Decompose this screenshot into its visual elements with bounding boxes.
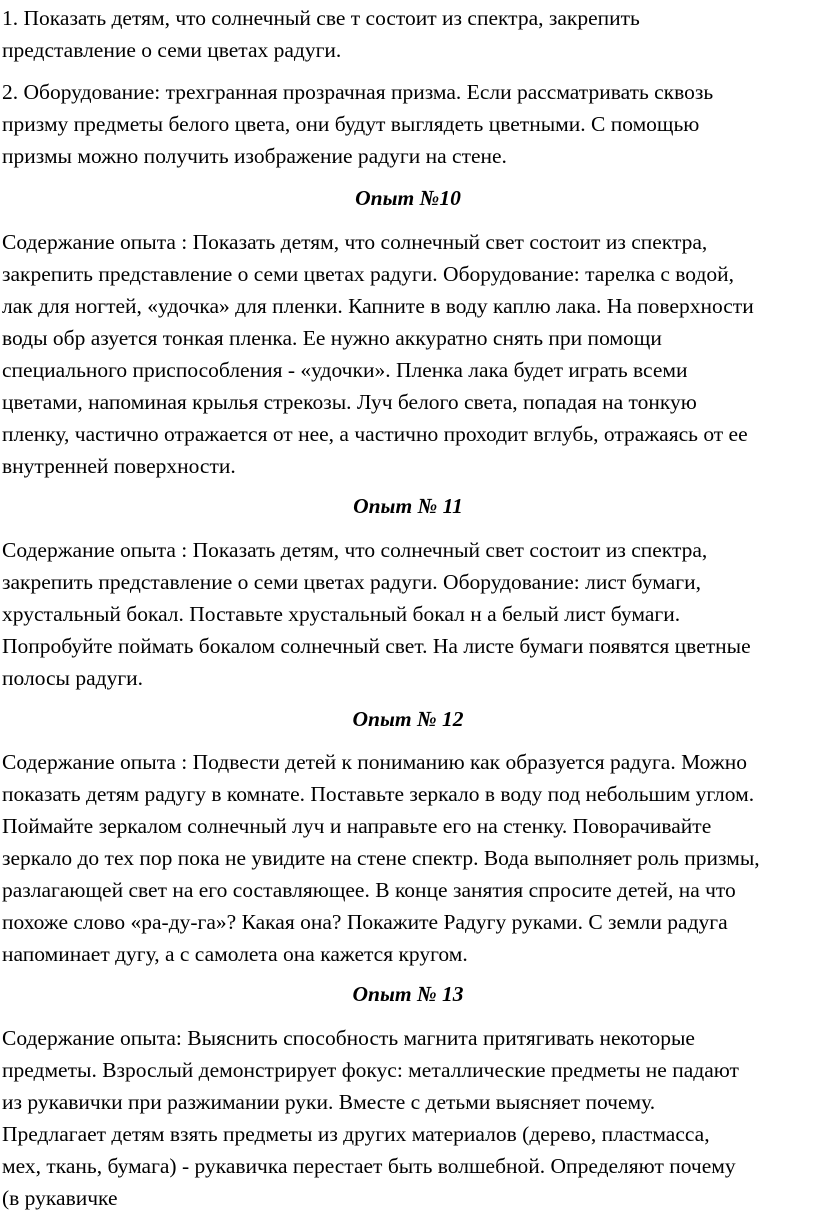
paragraph-line: хрустальный бокал. Поставьте хрустальный бокал н а белый лист бумаги. bbox=[2, 602, 681, 626]
paragraph-line: Попробуйте поймать бокалом солнечный свет. На листе бумаги появятся цветные bbox=[2, 634, 751, 658]
paragraph-line: Содержание опыта: Выяснить способность магнита притягивать некоторые bbox=[2, 1026, 695, 1050]
paragraph-line: предметы. Взрослый демонстрирует фокус: металлические предметы не падают bbox=[2, 1058, 739, 1082]
paragraph-line: Содержание опыта : Показать детям, что солнечный свет состоит из спектра, bbox=[2, 230, 708, 254]
paragraph-line: цветами, напоминая крылья стрекозы. Луч белого света, попадая на тонкую bbox=[2, 390, 697, 414]
paragraph-line: полосы радуги. bbox=[2, 666, 144, 690]
section-heading: Опыт № 11 bbox=[353, 494, 463, 518]
paragraph-line: 1. Показать детям, что солнечный све т состоит из спектра, закрепить bbox=[2, 6, 640, 30]
paragraph-line: разлагающей свет на его составляющее. В конце занятия спросите детей, на что bbox=[2, 878, 736, 902]
paragraph-line: Содержание опыта : Подвести детей к пониманию как образуется радуга. Можно bbox=[2, 750, 747, 774]
paragraph-line: лак для ногтей, «удочка» для пленки. Капните в воду каплю лака. На поверхности bbox=[2, 294, 754, 318]
paragraph-line: призму предметы белого цвета, они будут выглядеть цветными. С помощью bbox=[2, 112, 700, 136]
paragraph-line: пленку, частично отражается от нее, а частично проходит вглубь, отражаясь от ее bbox=[2, 422, 748, 446]
paragraph-line: специального приспособления - «удочки». Пленка лака будет играть всеми bbox=[2, 358, 688, 382]
paragraph-line: закрепить представление о семи цветах радуги. Оборудование: тарелка с водой, bbox=[2, 262, 735, 286]
paragraph-line: воды обр азуется тонкая пленка. Ее нужно аккуратно снять при помощи bbox=[2, 326, 662, 350]
paragraph-line: 2. Оборудование: трехгранная прозрачная призма. Если рассматривать сквозь bbox=[2, 80, 714, 104]
paragraph-line: Поймайте зеркалом солнечный луч и направьте его на стенку. Поворачивайте bbox=[2, 814, 712, 838]
paragraph-line: напоминает дугу, а с самолета она кажется кругом. bbox=[2, 942, 468, 966]
paragraph-line: Предлагает детям взять предметы из других материалов (дерево, пластмасса, bbox=[2, 1122, 710, 1146]
paragraph-line: представление о семи цветах радуги. bbox=[2, 38, 342, 62]
paragraph-line: показать детям радугу в комнате. Поставьте зеркало в воду под небольшим углом. bbox=[2, 782, 755, 806]
section-heading: Опыт № 13 bbox=[352, 982, 464, 1006]
section-heading: Опыт № 12 bbox=[352, 707, 464, 731]
paragraph-line: внутренней поверхности. bbox=[2, 454, 236, 478]
paragraph-line: Содержание опыта : Показать детям, что солнечный свет состоит из спектра, bbox=[2, 538, 708, 562]
paragraph-line: похоже слово «ра-ду-га»? Какая она? Покажите Радугу руками. С земли радуга bbox=[2, 910, 728, 934]
paragraph-line: призмы можно получить изображение радуги на стене. bbox=[2, 144, 507, 168]
paragraph-line: из рукавички при разжимании руки. Вместе с детьми выясняет почему. bbox=[2, 1090, 656, 1114]
paragraph-line: закрепить представление о семи цветах радуги. Оборудование: лист бумаги, bbox=[2, 570, 701, 594]
section-heading: Опыт №10 bbox=[355, 186, 461, 210]
paragraph-line: зеркало до тех пор пока не увидите на стене спектр. Вода выполняет роль призмы, bbox=[2, 846, 760, 870]
paragraph-line: (в рукавичке bbox=[2, 1186, 118, 1210]
paragraph-line: мех, ткань, бумага) - рукавичка перестает быть волшебной. Определяют почему bbox=[2, 1154, 736, 1178]
